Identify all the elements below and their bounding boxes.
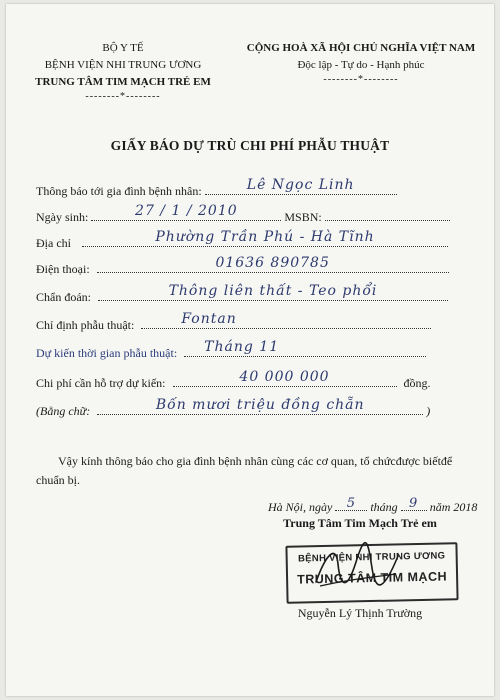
ministry-name: BỘ Y TẾ	[102, 42, 144, 54]
row-surgery	[36, 311, 431, 334]
dob-field	[91, 203, 281, 221]
row-expected-time	[36, 339, 426, 362]
center-name-header: TRUNG TÂM TIM MẠCH TRẺ EM	[35, 76, 211, 88]
cost-field	[173, 369, 397, 387]
patient-label: Thông báo tới gia đình bệnh nhân:	[36, 184, 202, 198]
date-month: 9	[409, 496, 419, 511]
diagnosis-value: Thông liên thất - Teo phổi	[168, 283, 378, 299]
date-year: năm 2018	[429, 500, 478, 514]
surgery-value: Fontan	[181, 311, 237, 327]
date-month-label: tháng	[370, 500, 398, 514]
address-label: Địa chỉ	[36, 236, 71, 250]
date-prefix: Hà Nội, ngày	[268, 500, 333, 514]
header-right-divider: --------*--------	[323, 74, 399, 85]
msbn-label: MSBN:	[284, 210, 322, 224]
cost-value: 40 000 000	[239, 369, 330, 385]
patient-value: Lê Ngọc Linh	[246, 177, 355, 193]
date-line	[268, 496, 477, 515]
closing-paragraph: Vậy kính thông báo cho gia đình bệnh nhân cùng các cơ quan, tổ chứcđược biếtđể chuẩn bị.	[36, 454, 453, 487]
document-page	[6, 4, 494, 696]
words-label: (Bằng chữ:	[36, 404, 91, 418]
patient-field	[205, 177, 397, 195]
signature-center-name: Trung Tâm Tim Mạch Trẻ em	[283, 516, 437, 530]
date-day: 5	[346, 496, 356, 511]
surgery-label: Chỉ định phẫu thuật:	[36, 318, 135, 332]
row-phone	[36, 255, 449, 278]
handwritten-signature	[306, 534, 406, 604]
diagnosis-field	[98, 283, 448, 301]
expected-time-label: Dự kiến thời gian phẫu thuật:	[36, 346, 178, 360]
row-diagnosis	[36, 283, 448, 306]
surgery-field	[141, 311, 431, 329]
words-field	[97, 397, 423, 415]
row-address	[36, 229, 448, 252]
expected-time-field	[184, 339, 426, 357]
country-name: CỘNG HOÀ XÃ HỘI CHỦ NGHĨA VIỆT NAM	[246, 42, 476, 54]
cost-label: Chi phí cần hỗ trợ dự kiến:	[36, 376, 166, 390]
dob-label: Ngày sinh:	[36, 210, 89, 224]
national-motto: Độc lập - Tự do - Hạnh phúc	[297, 59, 425, 71]
row-words	[36, 397, 431, 420]
words-close: )	[426, 404, 431, 418]
header-left-divider: --------*--------	[85, 91, 161, 102]
stamp-line-1: BỆNH VIỆN NHI TRUNG ƯƠNG	[297, 550, 446, 565]
month-field	[401, 496, 427, 511]
address-field	[82, 229, 448, 247]
diagnosis-label: Chẩn đoán:	[36, 290, 91, 304]
signer-name: Nguyễn Lý Thịnh Trường	[297, 606, 423, 620]
row-dob	[36, 203, 450, 226]
header-right	[228, 40, 494, 86]
phone-label: Điện thoại:	[36, 262, 90, 276]
hospital-name: BỆNH VIỆN NHI TRUNG ƯƠNG	[44, 59, 202, 71]
day-field	[335, 496, 367, 511]
cost-unit: đồng.	[403, 376, 431, 390]
expected-time-value: Tháng 11	[204, 339, 280, 355]
header-left	[18, 40, 228, 103]
address-value: Phường Trần Phú - Hà Tĩnh	[155, 229, 375, 245]
phone-field	[97, 255, 449, 273]
words-value: Bốn mươi triệu đồng chẵn	[155, 397, 365, 413]
msbn-field	[325, 206, 450, 221]
document-title: GIẤY BÁO DỰ TRÙ CHI PHÍ PHẪU THUẬT	[110, 138, 390, 153]
stamp-line-2: TRUNG TÂM TIM MẠCH	[296, 569, 448, 587]
phone-value: 01636 890785	[215, 255, 330, 271]
row-cost	[36, 369, 431, 392]
dob-value: 27 / 1 / 2010	[135, 203, 238, 219]
row-patient	[36, 177, 397, 200]
